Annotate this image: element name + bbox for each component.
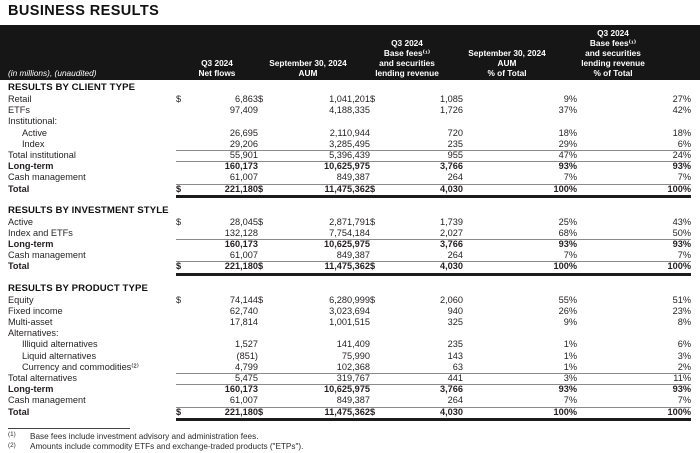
cell-v2: 11,475,362: [324, 183, 370, 194]
row-label: Multi-asset: [8, 317, 53, 327]
row-label: Illiquid alternatives: [22, 339, 98, 350]
cell-v3: 264: [447, 250, 463, 261]
table-row: [0, 217, 700, 228]
column-header-0: Q3 2024 Net flows: [198, 58, 236, 78]
cell-d2: [258, 306, 270, 317]
cell-d3: [370, 317, 382, 328]
cell-d2: $: [258, 294, 264, 305]
cell-d1: $: [176, 94, 182, 104]
cell-d2: [258, 317, 270, 328]
cell-v1: 74,144: [229, 294, 258, 305]
cell-d2: [258, 384, 270, 395]
cell-v1: 160,173: [224, 239, 258, 250]
row-values: [176, 184, 691, 195]
cell-v3: 63: [452, 361, 463, 372]
cell-d3: [370, 362, 382, 373]
cell-p1: [463, 116, 577, 127]
table-row: [0, 94, 700, 105]
row-values: [176, 128, 691, 139]
cell-p1: 9%: [563, 94, 577, 104]
row-values: [176, 328, 691, 339]
cell-p2: 3%: [677, 350, 691, 361]
cell-p1: 29%: [558, 138, 577, 149]
row-label: Equity: [8, 294, 34, 305]
cell-d1: [176, 328, 186, 339]
row-label: Long-term: [8, 384, 54, 395]
cell-d1: [176, 128, 186, 139]
cell-d2: $: [258, 261, 264, 272]
row-label: Retail: [8, 94, 32, 104]
footnotes: [0, 428, 700, 453]
table-row: [0, 116, 700, 127]
cell-d1: [176, 306, 186, 317]
cell-v2: [270, 328, 370, 339]
cell-p2: 100%: [667, 183, 691, 194]
cell-p2: 100%: [667, 406, 691, 417]
row-label: Liquid alternatives: [22, 350, 97, 361]
cell-p2: 51%: [672, 294, 691, 305]
cell-v2: 102,368: [336, 361, 370, 372]
cell-p2: 18%: [672, 127, 691, 138]
cell-d3: [370, 228, 382, 239]
cell-p1: 7%: [563, 250, 577, 261]
row-label: Active: [8, 216, 34, 227]
cell-v1: 1,527: [235, 339, 258, 350]
cell-v1: 62,740: [229, 305, 258, 316]
cell-v1: 5,475: [235, 372, 258, 383]
cell-d3: [370, 373, 382, 384]
cell-d3: $: [370, 261, 376, 272]
cell-v3: 441: [447, 372, 463, 383]
row-values: [176, 306, 691, 317]
row-values: [176, 172, 691, 183]
cell-p1: 7%: [563, 172, 577, 183]
row-label: Cash management: [8, 250, 86, 261]
cell-v1: [186, 116, 258, 127]
cell-p1: 7%: [563, 395, 577, 406]
cell-d2: $: [258, 406, 264, 417]
footnote-text: Amounts include commodity ETFs and exchange-traded products ("ETPs").: [30, 442, 304, 452]
footnote-marker: (2): [8, 441, 16, 449]
cell-v3: 264: [447, 395, 463, 406]
cell-d3: [370, 250, 382, 261]
cell-d2: [258, 161, 270, 172]
table-row: [0, 407, 700, 418]
cell-v1: 55,901: [229, 149, 258, 160]
table-row: [0, 295, 700, 306]
cell-d2: [258, 105, 270, 116]
cell-p1: 1%: [563, 361, 577, 372]
cell-d1: $: [176, 261, 182, 272]
cell-v2: 141,409: [336, 339, 370, 350]
footnote-marker: (1): [8, 431, 16, 439]
cell-d3: [370, 339, 382, 350]
table-row: [0, 228, 700, 239]
cell-d1: [176, 339, 186, 350]
cell-v3: 235: [447, 138, 463, 149]
cell-d1: [176, 351, 186, 362]
row-values: [176, 351, 691, 362]
cell-p1: [463, 328, 577, 339]
cell-d2: [258, 228, 270, 239]
row-values: [176, 228, 691, 239]
row-label: Alternatives:: [8, 328, 59, 339]
cell-v2: 6,280,999: [329, 294, 370, 305]
cell-p2: 93%: [672, 384, 691, 395]
table-section: [0, 82, 700, 195]
table-header-band: [0, 25, 700, 80]
cell-v1: 221,180: [224, 261, 258, 272]
cell-d3: $: [370, 216, 376, 227]
cell-p2: 24%: [672, 149, 691, 160]
cell-v1: 61,007: [229, 250, 258, 261]
cell-v2: 849,387: [336, 250, 370, 261]
cell-d3: $: [370, 294, 376, 305]
cell-p1: 93%: [558, 161, 577, 172]
cell-p1: 100%: [553, 183, 577, 194]
table-row: [0, 139, 700, 150]
row-label: Total alternatives: [8, 372, 77, 383]
table-section: [0, 205, 700, 273]
row-values: [176, 217, 691, 228]
cell-p2: 27%: [672, 94, 691, 104]
table-row: [0, 184, 700, 195]
row-values: [176, 161, 691, 172]
table-row: [0, 161, 700, 172]
cell-d2: [258, 351, 270, 362]
cell-d1: $: [176, 406, 182, 417]
cell-p2: 2%: [677, 361, 691, 372]
cell-d1: [176, 317, 186, 328]
cell-v1: 29,206: [229, 138, 258, 149]
cell-v3: [382, 328, 463, 339]
cell-d3: [370, 395, 382, 406]
cell-v1: 6,863: [235, 94, 258, 104]
cell-d1: [176, 105, 186, 116]
row-label: Total institutional: [8, 149, 76, 160]
row-values: [176, 150, 691, 161]
cell-v2: 849,387: [336, 395, 370, 406]
row-label: ETFs: [8, 105, 30, 116]
cell-p2: 100%: [667, 261, 691, 272]
cell-v3: 143: [447, 350, 463, 361]
footnote: [8, 432, 700, 443]
cell-p2: 42%: [672, 105, 691, 116]
column-header-4: Q3 2024 Base fees⁽¹⁾ and securities lending revenue % of Total: [581, 28, 645, 78]
cell-d3: $: [370, 406, 376, 417]
cell-p1: 18%: [558, 127, 577, 138]
cell-p1: 93%: [558, 239, 577, 250]
footnote: [8, 442, 700, 453]
cell-v3: 325: [447, 317, 463, 327]
cell-v2: 1,041,201: [329, 94, 370, 104]
row-values: [176, 105, 691, 116]
cell-d3: $: [370, 183, 376, 194]
table-row: [0, 373, 700, 384]
cell-p1: 100%: [553, 406, 577, 417]
row-values: [176, 94, 691, 105]
table-row: [0, 362, 700, 373]
cell-v1: 160,173: [224, 384, 258, 395]
table-row: [0, 172, 700, 183]
table-row: [0, 384, 700, 395]
row-label: Index and ETFs: [8, 227, 73, 238]
cell-p2: 7%: [677, 250, 691, 261]
footnote-separator: [8, 428, 130, 429]
table-row: [0, 339, 700, 350]
cell-d1: [176, 384, 186, 395]
cell-v1: 221,180: [224, 183, 258, 194]
cell-p2: 11%: [673, 372, 691, 383]
cell-v1: 97,409: [229, 105, 258, 116]
cell-v1: 28,045: [229, 216, 258, 227]
cell-p1: 26%: [558, 305, 577, 316]
cell-p1: 47%: [558, 149, 577, 160]
cell-v3: [382, 116, 463, 127]
cell-v3: 3,766: [440, 239, 463, 250]
row-label: Long-term: [8, 239, 54, 250]
cell-v2: 11,475,362: [324, 406, 370, 417]
cell-v1: 26,695: [229, 127, 258, 138]
section-heading: RESULTS BY PRODUCT TYPE: [8, 282, 149, 294]
cell-p1: 9%: [563, 317, 577, 327]
row-label: Cash management: [8, 395, 86, 406]
cell-v2: [270, 116, 370, 127]
cell-d3: [370, 351, 382, 362]
row-values: [176, 139, 691, 150]
cell-v1: 61,007: [229, 395, 258, 406]
table-row: [0, 328, 700, 339]
cell-v3: 264: [447, 172, 463, 183]
cell-p2: [577, 328, 691, 339]
row-label: Institutional:: [8, 116, 58, 127]
cell-v1: 61,007: [229, 172, 258, 183]
row-label: Total: [8, 183, 30, 194]
cell-p1: 25%: [558, 216, 577, 227]
cell-d2: [258, 373, 270, 384]
cell-d3: [370, 139, 382, 150]
cell-v1: 221,180: [224, 406, 258, 417]
cell-v2: 10,625,975: [324, 384, 370, 395]
table-row: [0, 317, 700, 328]
table-row: [0, 128, 700, 139]
table-row: [0, 261, 700, 272]
row-values: [176, 261, 691, 272]
cell-d2: [258, 116, 270, 127]
row-label: Cash management: [8, 172, 86, 183]
table-row: [0, 239, 700, 250]
row-label: Total: [8, 406, 30, 417]
cell-d1: [176, 362, 186, 373]
cell-d3: [370, 105, 382, 116]
cell-v1: (851): [236, 350, 258, 361]
cell-p1: 55%: [558, 294, 577, 305]
table-row: [0, 105, 700, 116]
row-label: Fixed income: [8, 305, 63, 316]
cell-v1: 4,799: [235, 361, 258, 372]
cell-d2: [258, 395, 270, 406]
cell-d2: [258, 328, 270, 339]
cell-d2: $: [258, 94, 264, 104]
cell-d1: [176, 239, 186, 250]
cell-v2: 3,285,495: [329, 138, 370, 149]
cell-v3: 2,060: [440, 294, 463, 305]
cell-v3: 4,030: [440, 261, 463, 272]
cell-p1: 68%: [558, 227, 577, 238]
cell-p1: 37%: [558, 105, 577, 116]
cell-p2: 6%: [677, 339, 691, 350]
row-values: [176, 239, 691, 250]
row-values: [176, 362, 691, 373]
cell-p2: 50%: [672, 227, 691, 238]
cell-v3: 940: [447, 305, 463, 316]
cell-d1: [176, 228, 186, 239]
cell-d3: [370, 328, 382, 339]
cell-p2: 7%: [677, 395, 691, 406]
row-label: Index: [22, 138, 45, 149]
cell-d3: [370, 128, 382, 139]
cell-v3: 3,766: [440, 384, 463, 395]
cell-v3: 4,030: [440, 183, 463, 194]
table-row: [0, 306, 700, 317]
cell-d3: [370, 239, 382, 250]
cell-d1: [176, 161, 186, 172]
table-section: [0, 283, 700, 418]
cell-p2: [577, 116, 691, 127]
row-label: Currency and commodities⁽²⁾: [22, 361, 139, 372]
section-heading: RESULTS BY CLIENT TYPE: [8, 82, 136, 93]
cell-p2: 43%: [672, 216, 691, 227]
cell-d1: $: [176, 183, 182, 194]
cell-v2: 319,767: [336, 372, 370, 383]
cell-v3: 1,726: [440, 105, 463, 116]
table-row: [0, 395, 700, 406]
cell-p2: 7%: [677, 172, 691, 183]
cell-v1: 17,814: [229, 317, 258, 327]
column-header-1: September 30, 2024 AUM: [269, 58, 347, 78]
table-row: [0, 351, 700, 362]
cell-p2: 93%: [672, 239, 691, 250]
cell-d1: [176, 250, 186, 261]
section-heading: RESULTS BY INVESTMENT STYLE: [8, 204, 169, 216]
cell-p1: 100%: [553, 261, 577, 272]
cell-v2: 5,396,439: [329, 149, 370, 160]
cell-d2: [258, 362, 270, 373]
cell-v3: 4,030: [440, 406, 463, 417]
cell-v3: 955: [447, 149, 463, 160]
cell-d3: [370, 384, 382, 395]
row-values: [176, 116, 691, 127]
cell-d3: [370, 116, 382, 127]
cell-v2: 75,990: [341, 350, 370, 361]
cell-v2: 4,188,335: [329, 105, 370, 116]
cell-p1: 3%: [563, 372, 577, 383]
table-row: [0, 150, 700, 161]
row-values: [176, 317, 691, 328]
cell-v3: 235: [447, 339, 463, 350]
row-label: Long-term: [8, 161, 54, 172]
footnote-text: Base fees include investment advisory and administration fees.: [30, 431, 259, 441]
row-values: [176, 395, 691, 406]
row-values: [176, 407, 691, 418]
cell-d1: [176, 139, 186, 150]
cell-v3: 1,085: [440, 94, 463, 104]
row-values: [176, 295, 691, 306]
cell-d2: [258, 128, 270, 139]
cell-d1: $: [176, 216, 182, 227]
cell-v2: 2,871,791: [329, 216, 370, 227]
page-title: BUSINESS RESULTS: [8, 3, 160, 19]
cell-d2: [258, 239, 270, 250]
column-header-3: September 30, 2024 AUM % of Total: [468, 48, 546, 78]
table-row: [0, 250, 700, 261]
cell-p1: 1%: [563, 339, 577, 350]
cell-d3: $: [370, 94, 376, 104]
cell-v2: 3,023,694: [329, 305, 370, 316]
cell-d3: [370, 172, 382, 183]
cell-d2: [258, 339, 270, 350]
cell-d3: [370, 161, 382, 172]
cell-d2: [258, 139, 270, 150]
cell-v2: 7,754,184: [329, 227, 370, 238]
column-header-2: Q3 2024 Base fees⁽¹⁾ and securities lending revenue: [375, 38, 439, 78]
cell-v3: 720: [447, 127, 463, 138]
cell-d2: $: [258, 216, 264, 227]
cell-v3: 2,027: [440, 227, 463, 238]
cell-d1: [176, 172, 186, 183]
cell-v2: 11,475,362: [324, 261, 370, 272]
cell-v3: 1,739: [440, 216, 463, 227]
cell-v3: 3,766: [440, 161, 463, 172]
cell-d2: [258, 150, 270, 161]
row-values: [176, 339, 691, 350]
cell-v2: 2,110,944: [329, 127, 370, 138]
units-note: (in millions), (unaudited): [8, 68, 97, 78]
cell-p2: 23%: [672, 305, 691, 316]
business-results-table: [0, 82, 700, 453]
row-label: Total: [8, 261, 30, 272]
cell-d2: $: [258, 183, 264, 194]
cell-v1: [186, 328, 258, 339]
cell-d3: [370, 306, 382, 317]
cell-d1: [176, 116, 186, 127]
row-values: [176, 373, 691, 384]
cell-d1: [176, 150, 186, 161]
cell-p2: 93%: [672, 161, 691, 172]
cell-d1: [176, 395, 186, 406]
cell-d1: $: [176, 294, 182, 305]
cell-v2: 1,001,515: [329, 317, 370, 327]
cell-v1: 132,128: [224, 227, 258, 238]
row-values: [176, 250, 691, 261]
cell-p1: 1%: [563, 350, 577, 361]
cell-p2: 8%: [677, 317, 691, 327]
cell-v2: 10,625,975: [324, 161, 370, 172]
cell-p1: 93%: [558, 384, 577, 395]
cell-d2: [258, 172, 270, 183]
cell-v2: 10,625,975: [324, 239, 370, 250]
cell-v2: 849,387: [336, 172, 370, 183]
row-label: Active: [22, 127, 48, 138]
cell-d3: [370, 150, 382, 161]
row-values: [176, 384, 691, 395]
cell-d2: [258, 250, 270, 261]
cell-d1: [176, 373, 186, 384]
cell-p2: 6%: [677, 138, 691, 149]
cell-v1: 160,173: [224, 161, 258, 172]
